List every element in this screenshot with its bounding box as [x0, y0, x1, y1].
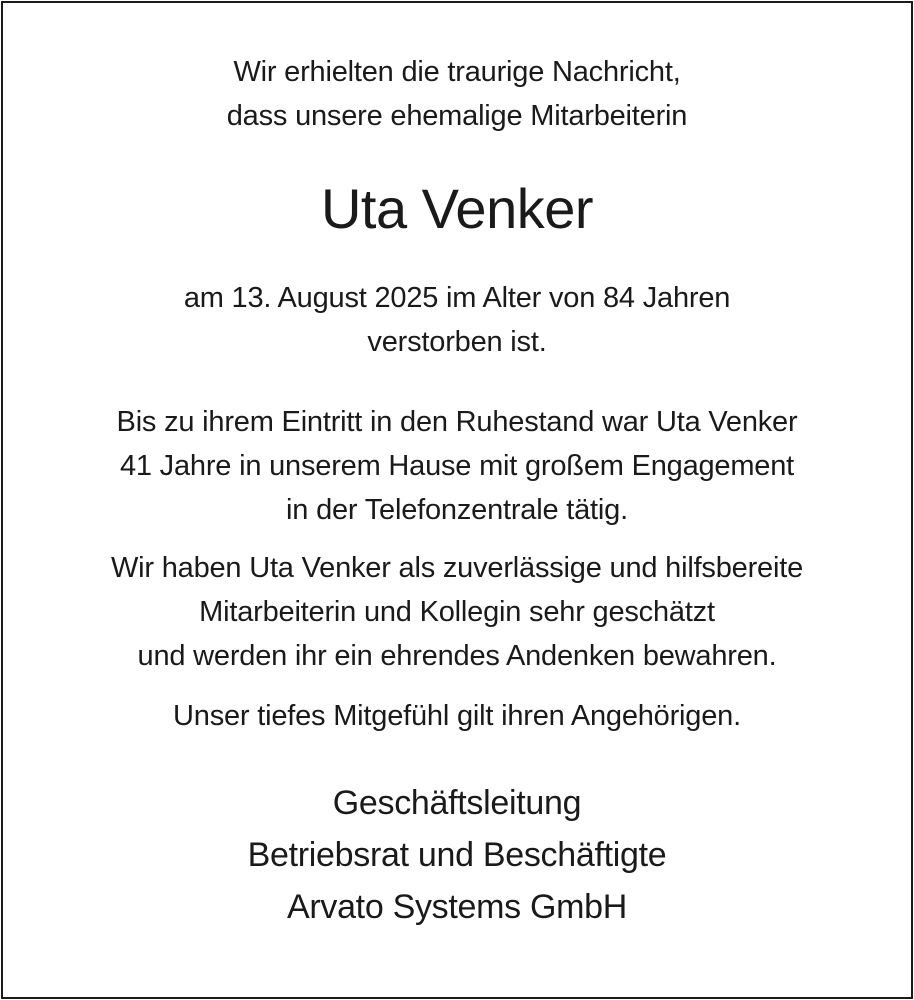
- career-line-1: Bis zu ihrem Eintritt in den Ruhestand war Uta Venker: [116, 406, 798, 438]
- death-notice-line-1: am 13. August 2025 im Alter von 84 Jahren: [183, 282, 731, 314]
- appreciation-line-3: und werden ihr ein ehrendes Andenken bewahren.: [137, 640, 777, 672]
- career-line-2: 41 Jahre in unserem Hause mit großem Engagement: [119, 450, 795, 482]
- appreciation-line-2: Mitarbeiterin und Kollegin sehr geschätzt: [199, 596, 715, 628]
- intro-line-1: Wir erhielten die traurige Nachricht,: [233, 56, 681, 88]
- signature-line-2: Betriebsrat und Beschäftigte: [247, 836, 667, 874]
- signature-line-3: Arvato Systems GmbH: [286, 888, 628, 926]
- intro-line-2: dass unsere ehemalige Mitarbeiterin: [226, 100, 688, 132]
- condolence-text: Unser tiefes Mitgefühl gilt ihren Angehörigen.: [173, 700, 741, 732]
- death-notice-line-2: verstorben ist.: [367, 326, 547, 358]
- appreciation-line-1: Wir haben Uta Venker als zuverlässige und hilfsbereite: [110, 552, 803, 584]
- signature-line-1: Geschäftsleitung: [332, 784, 582, 822]
- career-line-3: in der Telefonzentrale tätig.: [286, 494, 628, 526]
- deceased-name: Uta Venker: [320, 177, 594, 240]
